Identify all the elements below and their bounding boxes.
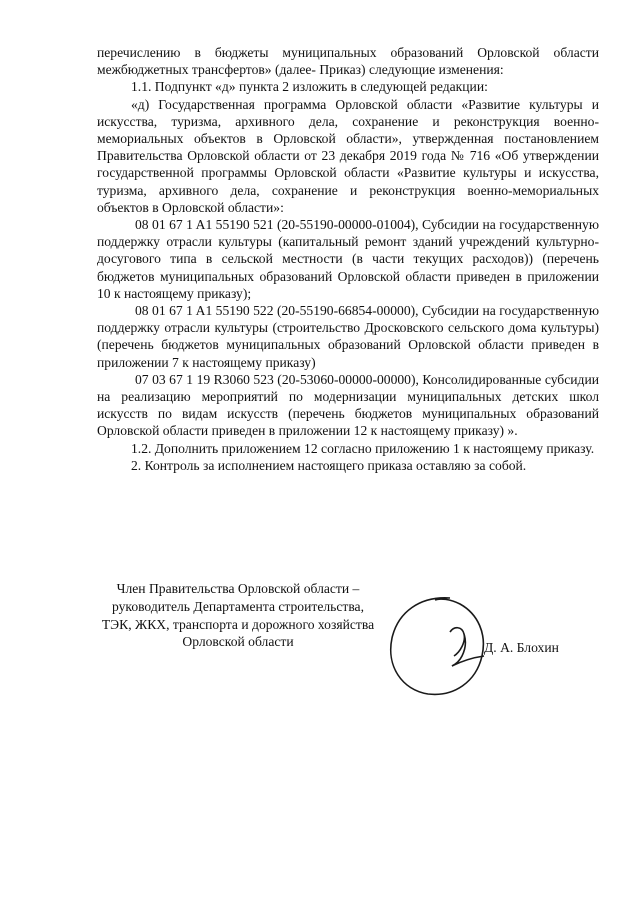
paragraph-budget-code-3: 07 03 67 1 19 R3060 523 (20-53060-00000-00000), Консолидированные субсидии на реализацию мероприятий по модернизации муниципальных детских школ искусств по видам искусств (перечень бюджетов муниципальных образований Орловской области приведен в приложении 12 к настоящему приказу) ». — [97, 371, 599, 439]
paragraph-intro: перечислению в бюджеты муниципальных образований Орловской области межбюджетных трансфертов» (далее- Приказ) следующие изменения: — [97, 45, 599, 78]
signatory-title-line: руководитель Департамента строительства, — [111, 598, 364, 614]
paragraph-budget-code-2: 08 01 67 1 A1 55190 522 (20-55190-66854-00000), Субсидии на государственную поддержку отрасли культуры (строительство Дросковского сельского дома культуры) (перечень бюджетов муниципальных образований Орловской области приведен в приложении 7 к настоящему приказу) — [97, 303, 599, 370]
paragraph-subitem-d: «д) Государственная программа Орловской области «Развитие культуры и искусства, туризма, архивного дела, сохранение и реконструкция военно-мемориальных объектов в Орловской области», утвержденная постановлением Правительства Орловской области от 23 декабря 2019 года № 716 «Об утверждении государственной программы Орловской области «Развитие культуры и искусства, туризма, архивного дела, сохранение и реконструкция военно-мемориальных объектов в Орловской области»: — [97, 96, 599, 215]
document-body — [97, 44, 599, 474]
handwritten-signature — [380, 590, 495, 700]
signatory-title — [88, 580, 388, 651]
signatory-title-line: ТЭК, ЖКХ, транспорта и дорожного хозяйства — [101, 616, 375, 632]
paragraph-1-1: 1.1. Подпункт «д» пункта 2 изложить в следующей редакции: — [131, 79, 488, 95]
paragraph-budget-code-1: 08 01 67 1 A1 55190 521 (20-55190-00000-01004), Субсидии на государственную поддержку отрасли культуры (капитальный ремонт зданий учреждений культурно-досугового типа в сельской местности (в части текущих расходов)) (перечень бюджетов муниципальных образований Орловской области приведен в приложении 10 к настоящему приказу); — [97, 217, 599, 301]
paragraph-1-2: 1.2. Дополнить приложением 12 согласно приложению 1 к настоящему приказу. — [131, 440, 595, 456]
paragraph-2: 2. Контроль за исполнением настоящего приказа оставляю за собой. — [131, 457, 527, 473]
signatory-title-line: Орловской области — [182, 634, 294, 650]
signatory-title-line: Член Правительства Орловской области – — [116, 581, 360, 596]
signer-name: Д. А. Блохин — [484, 640, 559, 655]
